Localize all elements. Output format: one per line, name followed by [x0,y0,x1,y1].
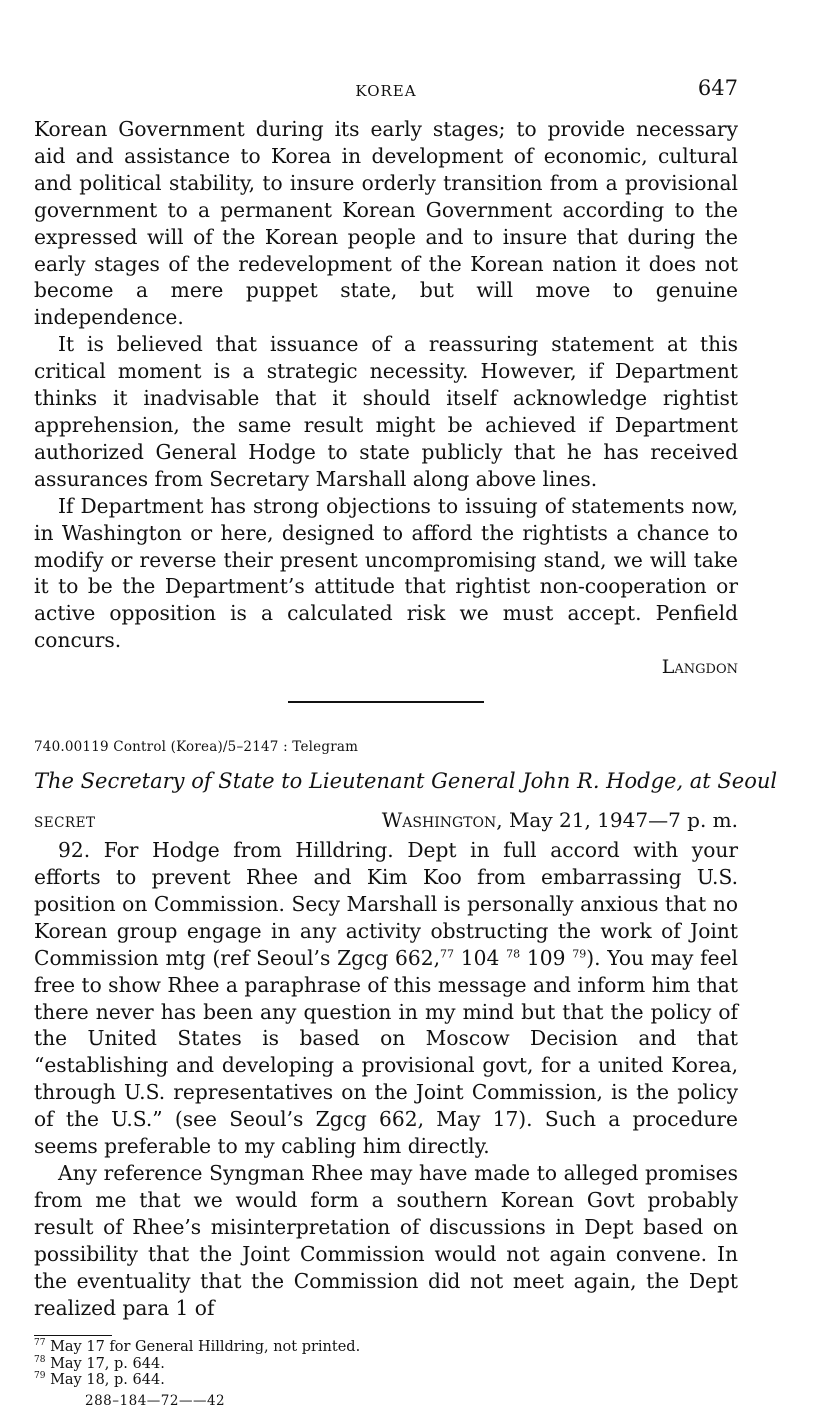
paragraph: It is believed that issuance of a reassuring statement at this critical moment is a strategic necessity. However, if Department thinks it inadvisable that it should itself acknowledge rightist apprehension, the same result might be achieved if Department authorized General Hodge to state publicly that he has received assurances from Secretary Marshall along above lines. [34,332,738,491]
telegram-text [34,837,738,1321]
footnote-ref: 78 [506,947,521,961]
place: Washington, [381,808,503,833]
page-header [34,76,738,116]
section-divider [288,701,484,703]
paragraph: Korean Government during its early stages; to provide necessary aid and assistance to Korea in development of economic, cultural and political stability, to insure orderly transition from a provisional government to a permanent Korean Government according to the expressed will of the Korean people and to insure that during the early stages of the redevelopment of the Korean nation it does not become a mere puppet state, but will move to genuine independence. [34,117,738,330]
paragraph [34,837,738,1160]
footnote-text: May 18, p. 644. [50,1372,165,1389]
file-reference: 740.00119 Control (Korea)/5–2147 : Telegram [34,739,359,756]
document-title: The Secretary of State to Lieutenant General John R. Hodge, at Seoul [34,769,778,794]
signature: Langdon [661,656,738,679]
footnote [34,1356,738,1372]
text-run: 104 [454,945,507,970]
dateline [34,807,738,837]
footnote-text: May 17 for General Hilldring, not printed. [50,1339,361,1356]
continuation-text [34,116,738,681]
paragraph: Any reference Syngman Rhee may have made to alleged promises from me that we would form a southern Korean Govt probably result of Rhee’s misinterpretation of discussions in Dept based on possibility that the Joint Commission would not again convene. In the eventuality that the Commission did not meet again, the Dept realized para 1 of [34,1161,738,1320]
printer-imprint: 288–184—72——42 [85,1392,226,1409]
text-run: ). You may feel free to show Rhee a paraphrase of this message and inform him that there never has been any question in my mind but that the policy of the United States is based on Moscow Decision and that “establishing and developing a provisional govt, for a united Korea, through U.S. representatives on the Joint Commission, is the policy of the U.S.” (see Seoul’s Zgcg 662, May 17). Such a procedure seems preferable to my cabling him directly. [34,945,738,1159]
paragraph: If Department has strong objections to issuing of statements now, in Washington or here, designed to afford the rightists a chance to modify or reverse their present uncompromising stand, we will take it to be the Department’s attitude that rightist non-cooperation or active opposition is a calculated risk we must accept. Penfield concurs. [34,493,738,653]
footnote [34,1372,738,1388]
footnote-number: 78 [34,1355,46,1366]
footnote-ref: 79 [572,947,587,961]
footnote-ref: 77 [440,947,454,961]
place-date [382,807,738,834]
footnote [34,1339,738,1355]
footnote-number: 77 [34,1338,46,1349]
footnotes [34,1339,738,1388]
date: May 21, 1947—7 p. m. [508,808,738,833]
page-number: 647 [697,76,738,100]
footnote-number: 79 [34,1371,46,1382]
classification: SECRET [34,815,96,832]
page [34,0,778,1409]
text-run: 92. For Hodge from Hilldring. Dept in full accord with your efforts to prevent Rhee and Kim Koo from embarrassing U.S. position on Commission. Secy Marshall is personally anxious that no Korean group engage in any activity obstructing the work of Joint Commission mtg (ref Seoul’s Zgcg 662, [34,838,738,970]
footnote-divider [34,1335,112,1336]
text-run: 109 [520,945,573,970]
footnote-text: May 17, p. 644. [50,1355,165,1372]
running-head: KOREA [355,82,417,100]
